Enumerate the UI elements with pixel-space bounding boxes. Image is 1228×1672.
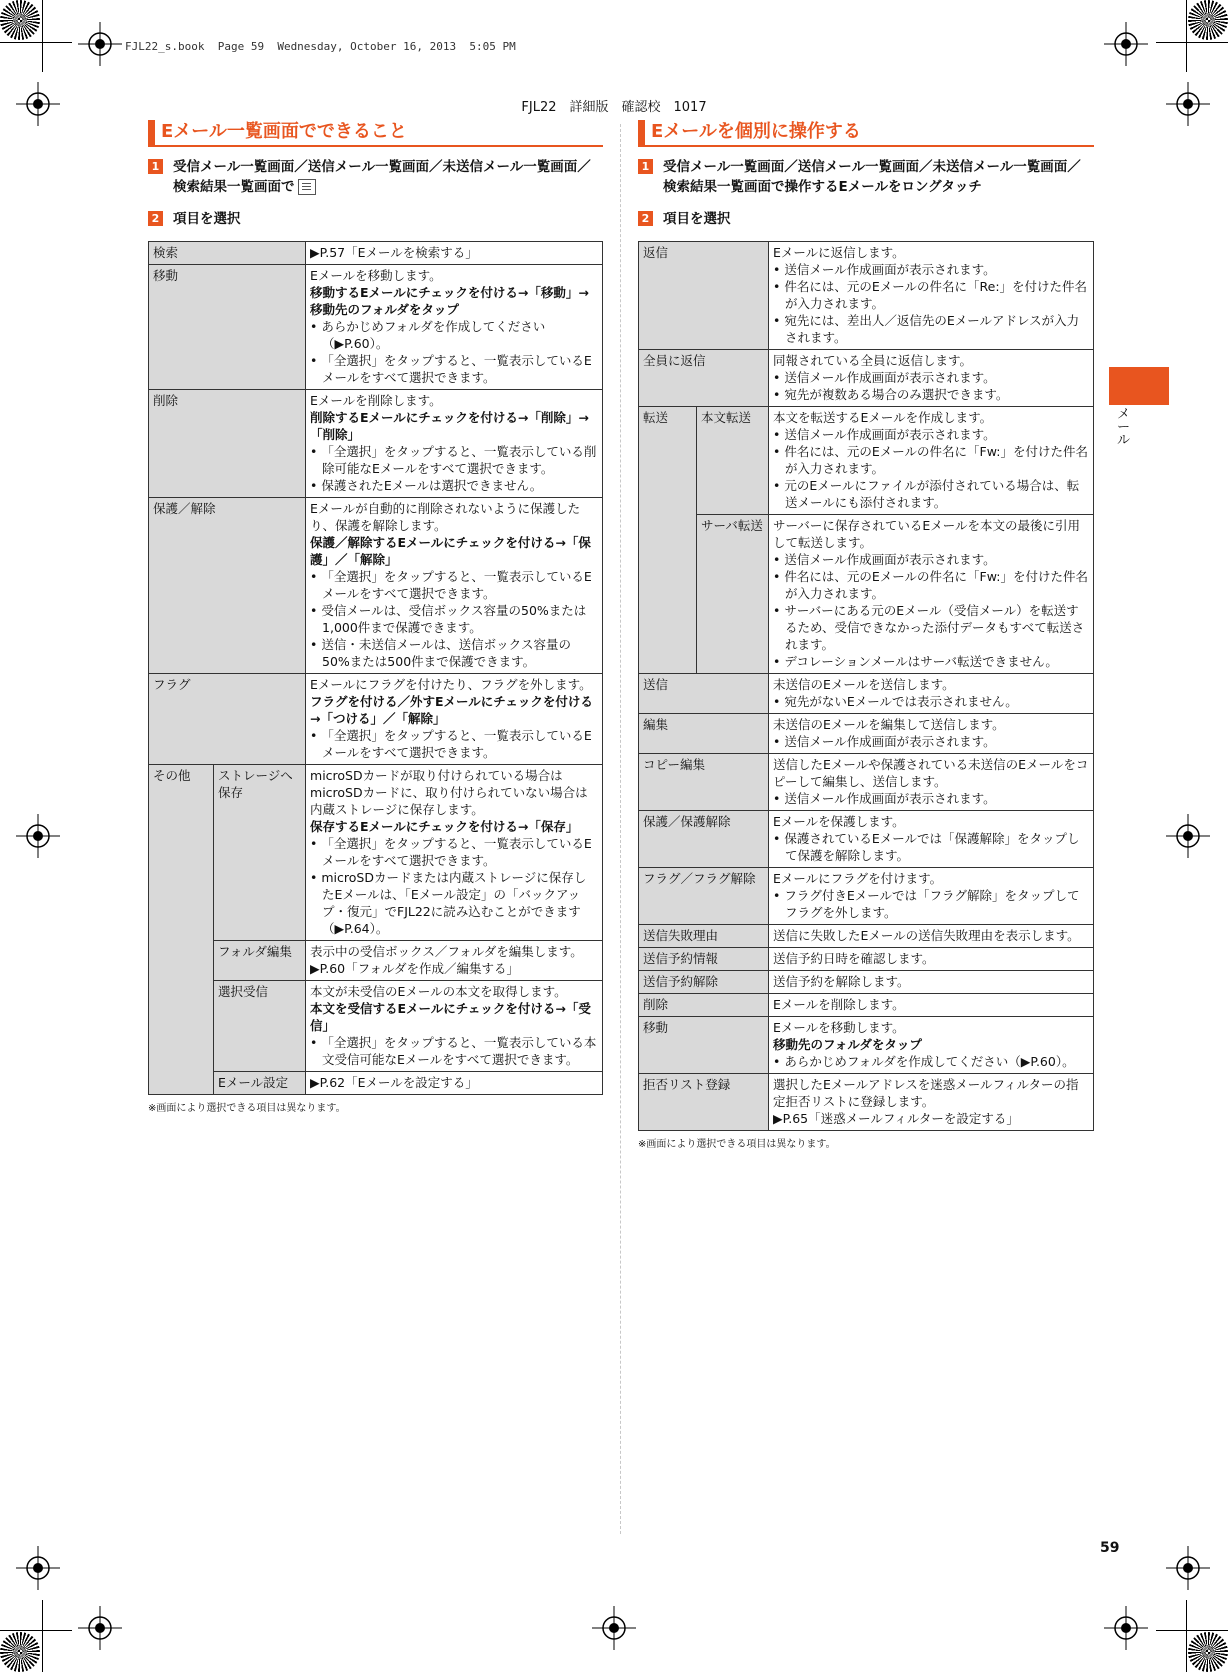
sub-key: サーバ転送 bbox=[697, 515, 769, 674]
footnote: ※画面により選択できる項目は異なります。 bbox=[638, 1139, 836, 1150]
row-key: フラグ／フラグ解除 bbox=[639, 868, 769, 925]
table-row bbox=[639, 811, 1094, 868]
sub-key: 本文転送 bbox=[697, 407, 769, 515]
step-text: 項目を選択 bbox=[173, 211, 241, 227]
trim-mark bbox=[42, 1600, 43, 1672]
table-row bbox=[149, 674, 603, 765]
registration-mark-top-left bbox=[78, 22, 122, 66]
table-row bbox=[639, 994, 1094, 1017]
row-desc: 送信したEメールや保護されている未送信のEメールをコピーして編集し、送信します。 • 送信メール作成画面が表示されます。 bbox=[769, 754, 1094, 811]
row-key: 送信失敗理由 bbox=[639, 925, 769, 948]
table-row bbox=[639, 674, 1094, 714]
row-key: 移動 bbox=[639, 1017, 769, 1074]
row-desc: 送信に失敗したEメールの送信失敗理由を表示します。 bbox=[769, 925, 1094, 948]
step-text: 受信メール一覧画面／送信メール一覧画面／未送信メール一覧画面／検索結果一覧画面で bbox=[173, 159, 591, 195]
table-row bbox=[149, 981, 603, 1072]
row-key: 検索 bbox=[149, 242, 306, 265]
row-desc: Eメールを移動します。 移動先のフォルダをタップ • あらかじめフォルダを作成してください（▶P.60）。 bbox=[769, 1017, 1094, 1074]
row-desc: 選択したEメールアドレスを迷惑メールフィルターの指定拒否リストに登録します。 ▶P.65「迷惑メールフィルターを設定する」 bbox=[769, 1074, 1094, 1131]
registration-mark-bottom-center bbox=[592, 1606, 636, 1650]
running-head: FJL22 詳細版 確認校 1017 bbox=[521, 100, 707, 115]
row-desc: 本文を転送するEメールを作成します。 • 送信メール作成画面が表示されます。 • 件名には、元のEメールの件名に「Fw:」を付けた件名が入力されます。 • 元のEメールにファイルが添付されている場合は、転送メールにも添付されます。 bbox=[769, 407, 1094, 515]
registration-mark-top-right bbox=[1104, 22, 1148, 66]
table-row bbox=[639, 1017, 1094, 1074]
row-desc: ▶P.62「Eメールを設定する」 bbox=[306, 1072, 603, 1095]
row-key: 送信予約情報 bbox=[639, 948, 769, 971]
sub-key: フォルダ編集 bbox=[214, 941, 306, 981]
table-row bbox=[639, 407, 1094, 515]
step-1 bbox=[148, 157, 603, 197]
row-desc: Eメールにフラグを付けたり、フラグを外します。 フラグを付ける／外すEメールにチェックを付ける→「つける」／「解除」 • 「全選択」をタップすると、一覧表示しているEメールをすべて選択できます。 bbox=[306, 674, 603, 765]
row-key: 移動 bbox=[149, 265, 306, 390]
color-bar-top-left bbox=[0, 0, 40, 40]
chapter-tab bbox=[1109, 367, 1169, 405]
row-desc: 送信予約を解除します。 bbox=[769, 971, 1094, 994]
step-number: 2 bbox=[638, 211, 653, 226]
row-desc: 表示中の受信ボックス／フォルダを編集します。 ▶P.60「フォルダを作成／編集する」 bbox=[306, 941, 603, 981]
row-desc: 本文が未受信のEメールの本文を取得します。 本文を受信するEメールにチェックを付ける→「受信」 • 「全選択」をタップすると、一覧表示している本文受信可能なEメールをすべて選択できます。 bbox=[306, 981, 603, 1072]
table-row bbox=[639, 868, 1094, 925]
step-text: 項目を選択 bbox=[663, 211, 731, 227]
color-bar-bottom-right bbox=[1188, 1632, 1228, 1672]
row-desc: 未送信のEメールを送信します。 • 宛先がないEメールでは表示されません。 bbox=[769, 674, 1094, 714]
step-number: 2 bbox=[148, 211, 163, 226]
table-row bbox=[149, 265, 603, 390]
row-desc: 未送信のEメールを編集して送信します。 • 送信メール作成画面が表示されます。 bbox=[769, 714, 1094, 754]
row-desc: Eメールにフラグを付けます。 • フラグ付きEメールでは「フラグ解除」をタップしてフラグを外します。 bbox=[769, 868, 1094, 925]
row-key: 保護／解除 bbox=[149, 498, 306, 674]
table-row bbox=[639, 714, 1094, 754]
table-row bbox=[639, 242, 1094, 350]
column-divider bbox=[620, 124, 621, 1534]
step-2 bbox=[148, 209, 603, 229]
row-desc: サーバーに保存されているEメールを本文の最後に引用して転送します。 • 送信メール作成画面が表示されます。 • 件名には、元のEメールの件名に「Fw:」を付けた件名が入力されます。 • サーバーにある元のEメール（受信メール）を転送するため、受信できなかった添付データもすべて転送されます。 • デコレーションメールはサーバ転送できません。 bbox=[769, 515, 1094, 674]
row-key: フラグ bbox=[149, 674, 306, 765]
row-desc: Eメールに返信します。 • 送信メール作成画面が表示されます。 • 件名には、元のEメールの件名に「Re:」を付けた件名が入力されます。 • 宛先には、差出人／返信先のEメールアドレスが入力されます。 bbox=[769, 242, 1094, 350]
sub-key: ストレージへ保存 bbox=[214, 765, 306, 941]
row-key: 全員に返信 bbox=[639, 350, 769, 407]
step-1 bbox=[638, 157, 1094, 197]
row-desc: 送信予約日時を確認します。 bbox=[769, 948, 1094, 971]
individual-function-table bbox=[638, 241, 1094, 1131]
row-key: 削除 bbox=[639, 994, 769, 1017]
footnote: ※画面により選択できる項目は異なります。 bbox=[148, 1103, 346, 1114]
row-key: 削除 bbox=[149, 390, 306, 498]
color-bar-top-right bbox=[1188, 0, 1228, 40]
trim-mark bbox=[0, 42, 72, 43]
step-text: 受信メール一覧画面／送信メール一覧画面／未送信メール一覧画面／検索結果一覧画面で操作するEメールをロングタッチ bbox=[663, 159, 1081, 195]
row-key: その他 bbox=[149, 765, 214, 1095]
row-desc: Eメールを削除します。 削除するEメールにチェックを付ける→「削除」→「削除」 • 「全選択」をタップすると、一覧表示している削除可能なEメールをすべて選択できます。 • 保護されたEメールは選択できません。 bbox=[306, 390, 603, 498]
section-heading-individual: Eメールを個別に操作する bbox=[638, 120, 1094, 147]
row-key: 転送 bbox=[639, 407, 697, 674]
table-row bbox=[149, 390, 603, 498]
table-row bbox=[149, 498, 603, 674]
menu-key-icon bbox=[298, 179, 316, 195]
registration-mark-bottom-left bbox=[78, 1606, 122, 1650]
registration-mark-left-bottom bbox=[16, 1546, 60, 1590]
step-2 bbox=[638, 209, 1094, 229]
row-desc: Eメールを削除します。 bbox=[769, 994, 1094, 1017]
table-row bbox=[149, 242, 603, 265]
table-row bbox=[149, 1072, 603, 1095]
row-key: 拒否リスト登録 bbox=[639, 1074, 769, 1131]
row-key: 送信 bbox=[639, 674, 769, 714]
chapter-tab-label: メール bbox=[1117, 407, 1131, 448]
table-row bbox=[639, 971, 1094, 994]
step-number: 1 bbox=[148, 159, 163, 174]
trim-mark bbox=[42, 0, 43, 72]
row-key: 保護／保護解除 bbox=[639, 811, 769, 868]
table-row bbox=[639, 948, 1094, 971]
print-slug: FJL22_s.book Page 59 Wednesday, October 16, 2013 5:05 PM bbox=[125, 40, 516, 53]
sub-key: 選択受信 bbox=[214, 981, 306, 1072]
registration-mark-right-middle bbox=[1166, 814, 1210, 858]
row-key: 返信 bbox=[639, 242, 769, 350]
page-number: 59 bbox=[1100, 1540, 1120, 1556]
table-row bbox=[149, 941, 603, 981]
row-desc: Eメールが自動的に削除されないように保護したり、保護を解除します。 保護／解除するEメールにチェックを付ける→「保護」／「解除」 • 「全選択」をタップすると、一覧表示しているEメールをすべて選択できます。 • 受信メールは、受信ボックス容量の50%または1,000件まで保護できます。 • 送信・未送信メールは、送信ボックス容量の50%または500件まで保護できます。 bbox=[306, 498, 603, 674]
table-row bbox=[639, 754, 1094, 811]
trim-mark bbox=[0, 1630, 72, 1631]
table-row bbox=[639, 925, 1094, 948]
sub-key: Eメール設定 bbox=[214, 1072, 306, 1095]
registration-mark-right-bottom bbox=[1166, 1546, 1210, 1590]
registration-mark-bottom-right bbox=[1104, 1606, 1148, 1650]
table-row bbox=[639, 515, 1094, 674]
trim-mark bbox=[1186, 1600, 1187, 1672]
row-key: 送信予約解除 bbox=[639, 971, 769, 994]
left-column bbox=[148, 120, 603, 1114]
row-key: 編集 bbox=[639, 714, 769, 754]
step-number: 1 bbox=[638, 159, 653, 174]
list-function-table bbox=[148, 241, 603, 1095]
table-row bbox=[639, 350, 1094, 407]
trim-mark bbox=[1186, 0, 1187, 72]
right-column bbox=[638, 120, 1094, 1150]
trim-mark bbox=[1156, 42, 1228, 43]
table-row bbox=[149, 765, 603, 941]
row-desc: 同報されている全員に返信します。 • 送信メール作成画面が表示されます。 • 宛先が複数ある場合のみ選択できます。 bbox=[769, 350, 1094, 407]
trim-mark bbox=[1156, 1630, 1228, 1631]
row-key: コピー編集 bbox=[639, 754, 769, 811]
registration-mark-left-middle bbox=[16, 814, 60, 858]
row-desc: Eメールを移動します。 移動するEメールにチェックを付ける→「移動」→移動先のフォルダをタップ • あらかじめフォルダを作成してください（▶P.60）。 • 「全選択」をタップすると、一覧表示しているEメールをすべて選択できます。 bbox=[306, 265, 603, 390]
table-row bbox=[639, 1074, 1094, 1131]
row-desc: ▶P.57「Eメールを検索する」 bbox=[306, 242, 603, 265]
row-desc: Eメールを保護します。 • 保護されているEメールでは「保護解除」をタップして保護を解除します。 bbox=[769, 811, 1094, 868]
section-heading-list-screen: Eメール一覧画面でできること bbox=[148, 120, 603, 147]
row-desc: microSDカードが取り付けられている場合はmicroSDカードに、取り付けられていない場合は内蔵ストレージに保存します。 保存するEメールにチェックを付ける→「保存」 • 「全選択」をタップすると、一覧表示しているEメールをすべて選択できます。 • microSDカードまたは内蔵ストレージに保存したEメールは、「Eメール設定」の「バックアップ・復元」でFJL22に読み込むことができます（▶P.64）。 bbox=[306, 765, 603, 941]
color-bar-bottom-left bbox=[0, 1632, 40, 1672]
